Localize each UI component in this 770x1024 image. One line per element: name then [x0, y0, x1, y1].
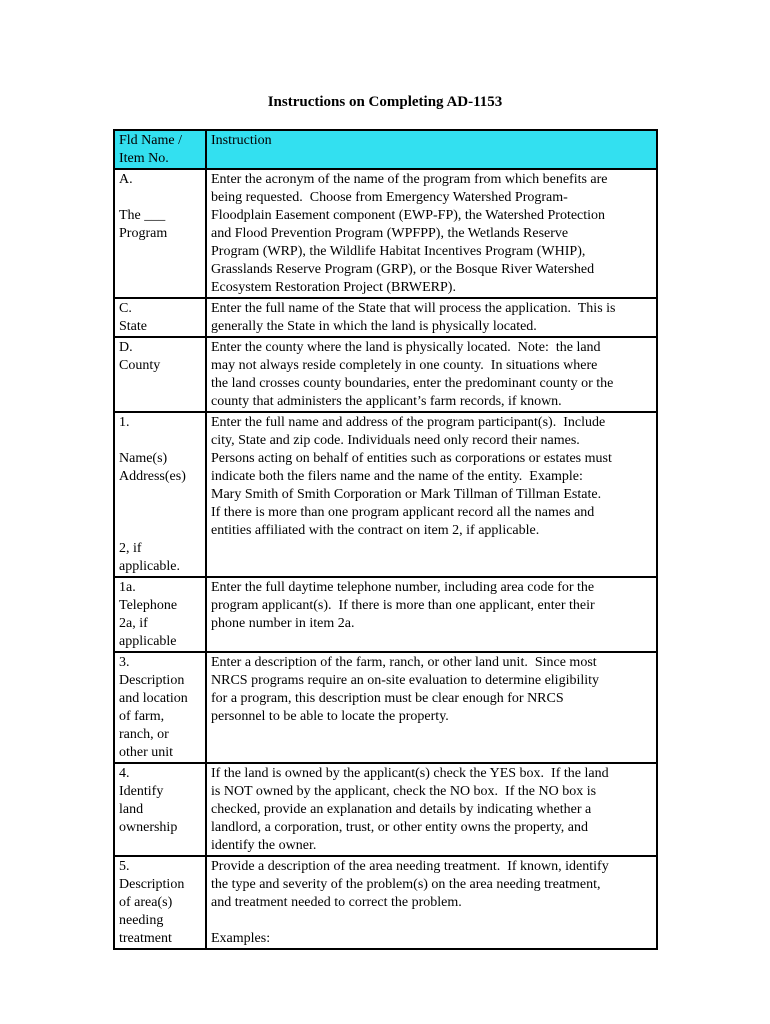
instruction-line: landlord, a corporation, trust, or other entity owns the property, and	[211, 820, 588, 835]
instruction-cell	[206, 652, 657, 763]
instruction-line: checked, provide an explanation and details by indicating whether a	[211, 802, 592, 817]
field-name-line: 4.	[119, 766, 130, 781]
instruction-cell	[206, 169, 657, 298]
field-name-line	[119, 504, 201, 522]
instruction-line: Floodplain Easement component (EWP-FP), the Watershed Protection	[211, 208, 606, 223]
table-row	[114, 298, 657, 337]
instruction-line: is NOT owned by the applicant, check the NO box. If the NO box is	[211, 784, 597, 799]
field-name-line: of farm,	[119, 709, 165, 724]
instruction-line: indicate both the filers name and the name of the entity. Example:	[211, 469, 583, 484]
field-name-line: The ___	[119, 208, 166, 223]
table-row	[114, 856, 657, 949]
table-body	[114, 169, 657, 949]
instruction-line: If the land is owned by the applicant(s) check the YES box. If the land	[211, 766, 609, 781]
field-name-cell	[114, 298, 206, 337]
field-name-line: other unit	[119, 745, 174, 760]
field-name-line: 2a, if	[119, 616, 148, 631]
table-row	[114, 577, 657, 652]
field-name-cell	[114, 763, 206, 856]
instruction-cell	[206, 856, 657, 949]
instruction-line: Enter the full name and address of the program participant(s). Include	[211, 415, 606, 430]
field-name-line: Telephone	[119, 598, 178, 613]
instruction-line: and Flood Prevention Program (WPFPP), the Wetlands Reserve	[211, 226, 569, 241]
field-name-cell	[114, 169, 206, 298]
instruction-line: county that administers the applicant’s farm records, if known.	[211, 394, 562, 409]
field-name-line: Description	[119, 877, 185, 892]
field-name-line: ranch, or	[119, 727, 169, 742]
field-name-line: 5.	[119, 859, 130, 874]
instruction-cell	[206, 763, 657, 856]
field-name-line: ownership	[119, 820, 178, 835]
instruction-line: city, State and zip code. Individuals need only record their names.	[211, 433, 580, 448]
field-name-cell	[114, 412, 206, 577]
field-name-line: applicable	[119, 634, 177, 649]
instructions-table	[113, 129, 658, 950]
field-name-line: Identify	[119, 784, 164, 799]
instruction-line	[211, 912, 652, 930]
field-name-cell	[114, 337, 206, 412]
instruction-line: NRCS programs require an on-site evaluation to determine eligibility	[211, 673, 600, 688]
field-name-line: 1.	[119, 415, 130, 430]
field-name-line	[119, 486, 201, 504]
instruction-line: generally the State in which the land is physically located.	[211, 319, 537, 334]
table-row	[114, 652, 657, 763]
field-name-line: needing	[119, 913, 164, 928]
instruction-line: Examples:	[211, 931, 271, 946]
instruction-line: being requested. Choose from Emergency Watershed Program-	[211, 190, 568, 205]
field-name-line: Program	[119, 226, 168, 241]
instruction-line: may not always reside completely in one county. In situations where	[211, 358, 598, 373]
field-name-line: C.	[119, 301, 132, 316]
field-name-line: County	[119, 358, 161, 373]
instruction-line: personnel to be able to locate the property.	[211, 709, 449, 724]
page-title: Instructions on Completing AD-1153	[267, 94, 503, 110]
instruction-line: and treatment needed to correct the problem.	[211, 895, 462, 910]
field-name-line: Address(es)	[119, 469, 186, 484]
instruction-cell	[206, 412, 657, 577]
instruction-line: Enter the acronym of the name of the program from which benefits are	[211, 172, 608, 187]
instruction-line: Ecosystem Restoration Project (BRWERP).	[211, 280, 456, 295]
field-name-line: land	[119, 802, 144, 817]
instruction-line: Mary Smith of Smith Corporation or Mark Tillman of Tillman Estate.	[211, 487, 602, 502]
field-name-line: D.	[119, 340, 133, 355]
table-row	[114, 763, 657, 856]
field-name-cell	[114, 652, 206, 763]
instruction-line: for a program, this description must be clear enough for NRCS	[211, 691, 564, 706]
instruction-line: the type and severity of the problem(s) on the area needing treatment,	[211, 877, 601, 892]
field-name-line: A.	[119, 172, 133, 187]
field-name-line: of area(s)	[119, 895, 173, 910]
instruction-line: entities affiliated with the contract on item 2, if applicable.	[211, 523, 540, 538]
instruction-line: Persons acting on behalf of entities such as corporations or estates must	[211, 451, 612, 466]
field-name-line: State	[119, 319, 147, 334]
field-name-line: Description	[119, 673, 185, 688]
header-instruction: Instruction	[206, 130, 657, 169]
instruction-line: Enter the full name of the State that will process the application. This is	[211, 301, 616, 316]
field-name-line	[119, 522, 201, 540]
instruction-cell	[206, 577, 657, 652]
field-name-line: and location	[119, 691, 188, 706]
field-name-cell	[114, 577, 206, 652]
field-name-cell	[114, 856, 206, 949]
instruction-cell	[206, 298, 657, 337]
instruction-line: program applicant(s). If there is more than one applicant, enter their	[211, 598, 595, 613]
field-name-line: treatment	[119, 931, 172, 946]
table-row	[114, 169, 657, 298]
instruction-cell	[206, 337, 657, 412]
instruction-line: Enter the full daytime telephone number, including area code for the	[211, 580, 595, 595]
field-name-line	[119, 432, 201, 450]
field-name-line: 3.	[119, 655, 130, 670]
table-row	[114, 412, 657, 577]
table-header-row	[114, 130, 657, 169]
instruction-line: Provide a description of the area needing treatment. If known, identify	[211, 859, 609, 874]
field-name-line: applicable.	[119, 559, 181, 574]
instruction-line: phone number in item 2a.	[211, 616, 355, 631]
field-name-line	[119, 189, 201, 207]
field-name-line: 2, if	[119, 541, 142, 556]
instruction-line: Enter the county where the land is physically located. Note: the land	[211, 340, 601, 355]
instruction-line: Grasslands Reserve Program (GRP), or the Bosque River Watershed	[211, 262, 595, 277]
header-field-name: Fld Name / Item No.	[114, 130, 206, 169]
instruction-line: the land crosses county boundaries, enter the predominant county or the	[211, 376, 614, 391]
instruction-line: Enter a description of the farm, ranch, or other land unit. Since most	[211, 655, 597, 670]
instruction-line: identify the owner.	[211, 838, 317, 853]
field-name-line: 1a.	[119, 580, 136, 595]
table-row	[114, 337, 657, 412]
instruction-line: If there is more than one program applicant record all the names and	[211, 505, 595, 520]
field-name-line: Name(s)	[119, 451, 168, 466]
instruction-line: Program (WRP), the Wildlife Habitat Incentives Program (WHIP),	[211, 244, 586, 259]
